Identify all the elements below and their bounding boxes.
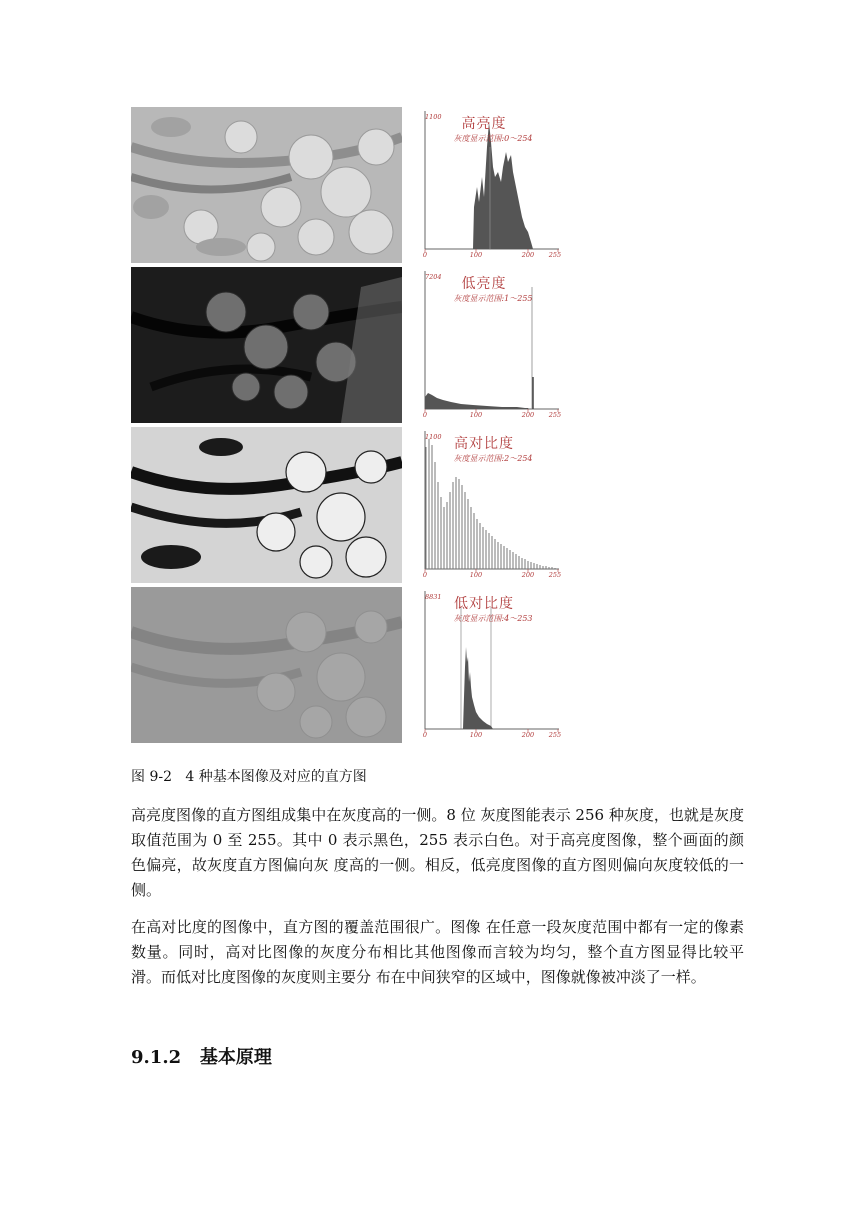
photo-high-brightness: [131, 107, 402, 263]
body-paragraph: 在高对比度的图像中，直方图的覆盖范围很广。图像 在任意一段灰度范围中都有一定的像素数量。同时，高对比图像的灰度分布相比其他图像而言较为均匀，整个直方图显得比较平滑。而低对比度图像的灰度则主要分 布在中间狭窄的区域中，图像就像被冲淡了一样。: [131, 918, 744, 986]
figure-row-low-brightness: [131, 267, 561, 423]
section-heading: 9.1.2 基本原理: [131, 1047, 272, 1068]
histogram-tick-label: 200: [521, 251, 535, 259]
histogram-low-brightness: [407, 267, 561, 423]
histogram-high-contrast: [407, 427, 561, 583]
histogram-ymax-label: 7204: [425, 273, 442, 281]
histogram-ymax-label: 1100: [425, 433, 442, 441]
figure-row-low-contrast: [131, 587, 561, 743]
photo-high-contrast: [131, 427, 402, 583]
figure-row-high-contrast: [131, 427, 561, 583]
histogram-tick-label: 200: [521, 571, 535, 579]
photo-low-contrast: [131, 587, 402, 743]
histogram-tick-label: 100: [469, 731, 483, 739]
histogram-tick-label: 100: [469, 411, 483, 419]
histogram-tick-label: 255: [548, 571, 562, 579]
histogram-ymax-label: 8831: [425, 593, 442, 601]
histogram-range-label: 灰度显示范围:4～253: [453, 614, 533, 623]
photo-low-brightness: [131, 267, 402, 423]
histogram-range-label: 灰度显示范围:1～255: [453, 294, 533, 303]
histogram-tick-label: 200: [521, 411, 535, 419]
histogram-tick-label: 255: [548, 731, 562, 739]
histogram-tick-label: 255: [548, 251, 562, 259]
histogram-tick-label: 100: [469, 571, 483, 579]
histogram-tick-label: 100: [469, 251, 483, 259]
histogram-range-label: 灰度显示范围:2～254: [453, 454, 533, 463]
histogram-title: 高对比度: [454, 436, 514, 452]
histogram-low-contrast: [407, 587, 561, 743]
histogram-title: 低亮度: [461, 276, 507, 292]
histogram-tick-label: 0: [422, 251, 428, 259]
histogram-tick-label: 200: [521, 731, 535, 739]
figure-9-2: [131, 107, 561, 743]
figure-caption: 图 9-2 4 种基本图像及对应的直方图: [131, 769, 367, 785]
body-paragraph: 高亮度图像的直方图组成集中在灰度高的一侧。8 位 灰度图能表示 256 种灰度，也就是灰度取值范围为 0 至 255。其中 0 表示黑色，255 表示白色。对于高亮度图像，整个画面的颜色偏亮，故灰度直方图偏向灰 度高的一侧。相反，低亮度图像的直方图则偏向灰度较低的一侧。: [131, 806, 744, 899]
histogram-title: 高亮度: [461, 116, 507, 132]
histogram-tick-label: 0: [422, 571, 428, 579]
histogram-tick-label: 0: [422, 731, 428, 739]
histogram-ymax-label: 1100: [425, 113, 442, 121]
histogram-range-label: 灰度显示范围:0～254: [453, 134, 533, 143]
histogram-high-brightness: [407, 107, 561, 263]
histogram-tick-label: 0: [422, 411, 428, 419]
histogram-tick-label: 255: [548, 411, 562, 419]
figure-row-high-brightness: [131, 107, 561, 263]
histogram-title: 低对比度: [454, 596, 514, 612]
